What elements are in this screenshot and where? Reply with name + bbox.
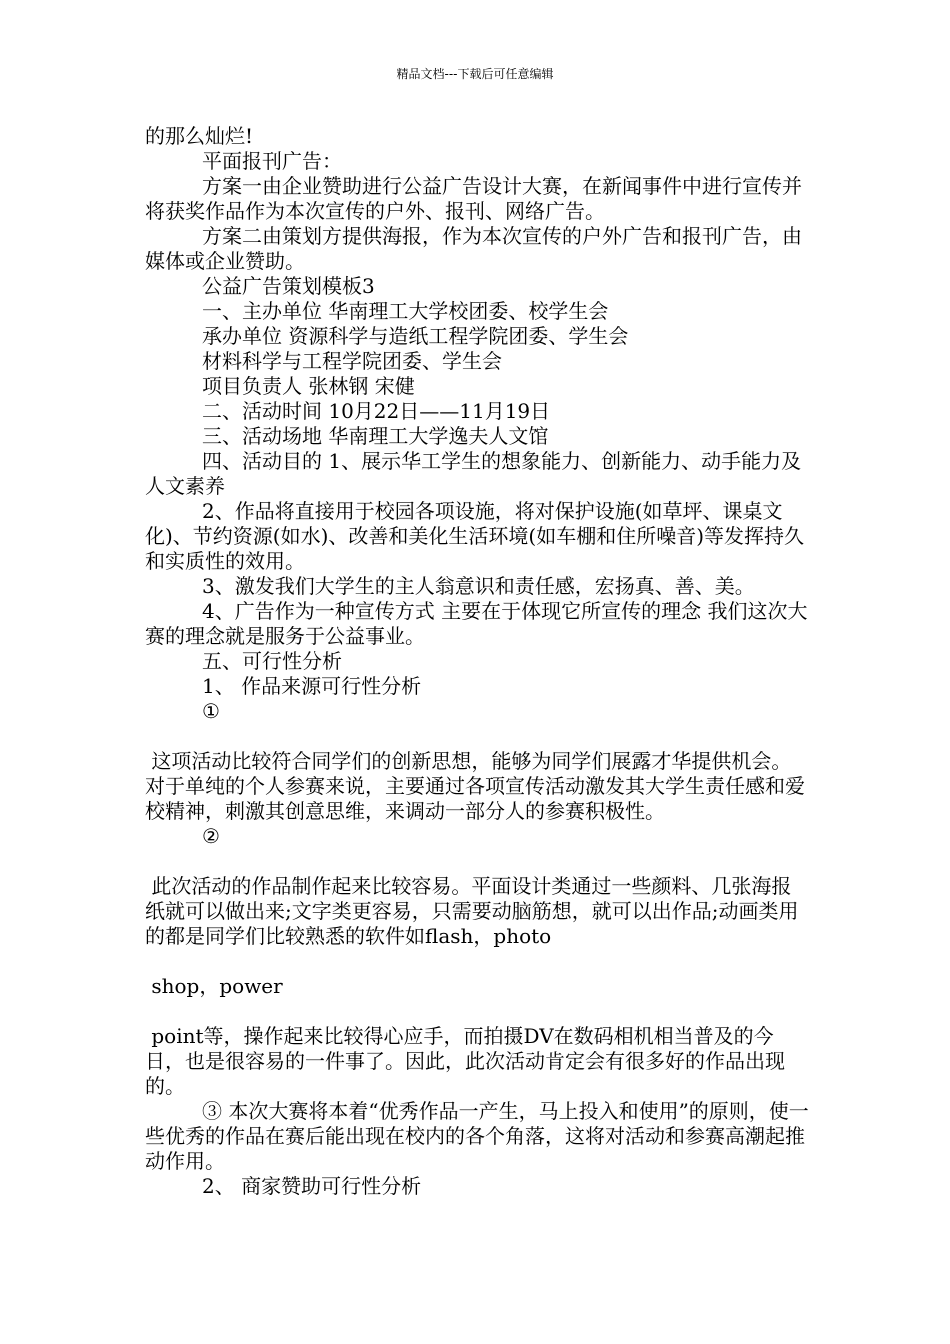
circled-marker: ① bbox=[202, 699, 220, 723]
sub-heading: 2、 商家赞助可行性分析 bbox=[202, 1174, 422, 1198]
paragraph: 的那么灿烂! bbox=[145, 124, 254, 148]
paragraph: 方案一由企业赞助进行公益广告设计大赛，在新闻事件中进行宣传并将获奖作品作为本次宣传的户外、报刊、网络广告。 bbox=[145, 174, 802, 223]
page-header: 精品文档---下载后可任意编辑 bbox=[396, 67, 554, 81]
list-item: 二、活动时间 10月22日——11月19日 bbox=[202, 399, 551, 423]
list-item: 三、活动场地 华南理工大学逸夫人文馆 bbox=[202, 424, 549, 448]
paragraph: shop，power bbox=[145, 974, 283, 998]
list-item: 承办单位 资源科学与造纸工程学院团委、学生会 bbox=[202, 324, 629, 348]
list-item: 2、作品将直接用于校园各项设施，将对保护设施(如草坪、课桌文化)、节约资源(如水)、改善和美化生活环境(如车棚和住所噪音)等发挥持久和实质性的效用。 bbox=[145, 499, 805, 573]
list-item: 一、主办单位 华南理工大学校团委、校学生会 bbox=[202, 299, 609, 323]
list-item: 4、广告作为一种宣传方式 主要在于体现它所宣传的理念 我们这次大赛的理念就是服务于公益事业。 bbox=[145, 599, 808, 648]
section-heading: 公益广告策划模板3 bbox=[202, 274, 375, 298]
paragraph: ③ 本次大赛将本着“优秀作品一产生，马上投入和使用”的原则，使一些优秀的作品在赛后能出现在校内的各个角落，这将对活动和参赛高潮起推动作用。 bbox=[145, 1099, 809, 1173]
sub-heading: 1、 作品来源可行性分析 bbox=[202, 674, 422, 698]
paragraph: 这项活动比较符合同学们的创新思想，能够为同学们展露才华提供机会。对于单纯的个人参赛来说，主要通过各项宣传活动激发其大学生责任感和爱校精神，刺激其创意思维，来调动一部分人的参赛积极性。 bbox=[145, 749, 805, 823]
list-item: 材料科学与工程学院团委、学生会 bbox=[202, 349, 502, 373]
paragraph: 此次活动的作品制作起来比较容易。平面设计类通过一些颜料、几张海报纸就可以做出来;文字类更容易，只需要动脑筋想，就可以出作品;动画类用的都是同学们比较熟悉的软件如flash，photo bbox=[145, 874, 799, 948]
circled-marker: ② bbox=[202, 824, 220, 848]
paragraph: point等，操作起来比较得心应手，而拍摄DV在数码相机相当普及的今日，也是很容易的一件事了。因此，此次活动肯定会有很多好的作品出现的。 bbox=[145, 1024, 785, 1098]
section-heading: 五、可行性分析 bbox=[202, 649, 342, 673]
section-heading: 平面报刊广告： bbox=[202, 149, 342, 173]
list-item: 3、激发我们大学生的主人翁意识和责任感，宏扬真、善、美。 bbox=[202, 574, 755, 598]
document-body bbox=[145, 124, 810, 1199]
paragraph: 方案二由策划方提供海报，作为本次宣传的户外广告和报刊广告，由媒体或企业赞助。 bbox=[145, 224, 802, 273]
list-item: 项目负责人 张林钢 宋健 bbox=[202, 374, 415, 398]
list-item: 四、活动目的 1、展示华工学生的想象能力、创新能力、动手能力及人文素养 bbox=[145, 449, 802, 498]
